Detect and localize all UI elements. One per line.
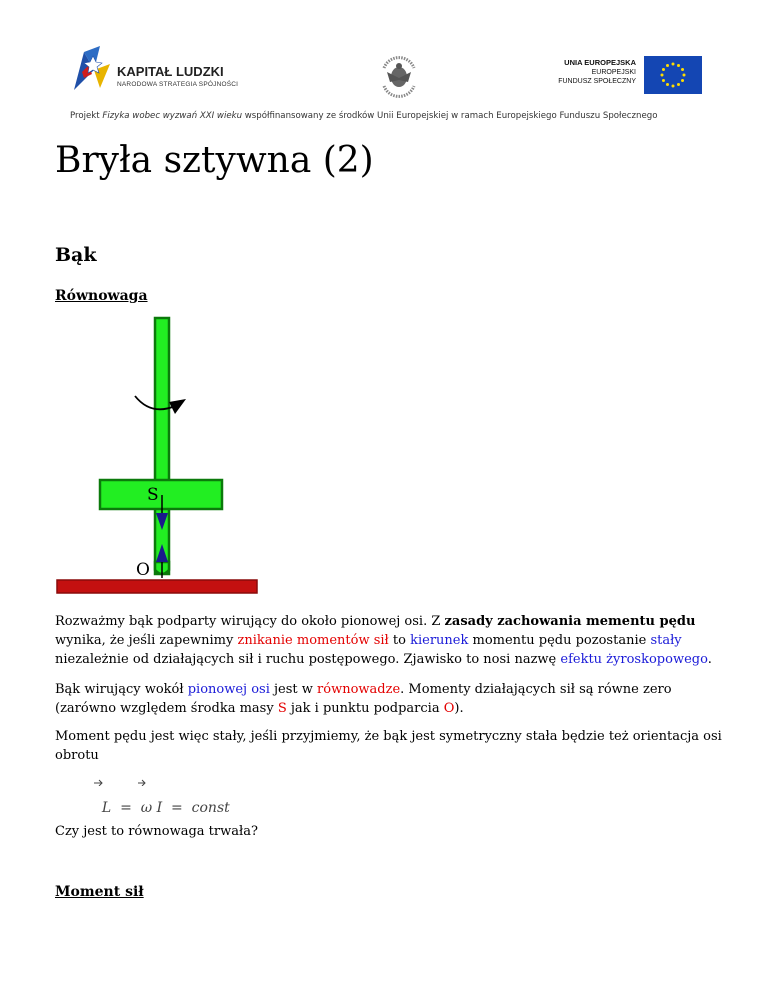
term-vanishing-torques: znikanie momentów sił [237,633,389,648]
term-constant: stały [650,633,682,648]
project-title: Fizyka wobec wyzwań XXI wieku [102,111,243,121]
ue-line1: UNIA EUROPEJSKA [564,58,636,67]
angular-momentum-formula [93,784,230,816]
top-axis-rod [155,318,169,574]
project-prefix: Projekt [70,111,103,121]
page-title: Bryła sztywna (2) [55,140,374,181]
kapital-ludzki-title: KAPITAŁ LUDZKI [117,64,224,79]
eu-star-icon [662,79,665,82]
paragraph-gyroscopic: Rozważmy bąk podparty wirujący do około pionowej osi. Z zasady zachowania mementu pędu wynika, że jeśli zapewnimy znikanie momentów sił to kierunek momentu pędu pozostanie stały niezależnie od działających sił i ruchu postępowego. Zjawisko to nosi nazwę efektu żyroskopowego. [55,614,712,667]
spinning-top-figure [55,312,275,602]
project-info-line [70,111,657,121]
eu-flag-icon [644,56,702,94]
eu-star-icon [677,83,680,86]
term-o: O [443,701,455,716]
term-s: S [277,701,287,716]
subsection-equilibrium-title: Równowaga [55,288,148,304]
eu-star-icon [677,64,680,67]
term-conservation-law: zasady zachowania mementu pędu [444,614,696,629]
label-s: S [147,485,159,505]
formula-text: L = ω I = const [101,800,230,816]
eu-star-icon [666,83,669,86]
eu-star-icon [683,74,686,77]
paragraph-angular-momentum: Moment pędu jest więc stały, jeśli przyjmiemy, że bąk jest symetryczny stała będzie też orientacja osi obrotu [55,729,722,763]
ue-logo [530,56,702,96]
section-title: Bąk [55,244,97,266]
paragraph-question: Czy jest to równowaga trwała? [55,824,258,839]
university-seal [376,50,422,100]
eu-star-icon [666,64,669,67]
eu-star-icon [661,74,664,77]
rotation-arrowhead-icon [169,399,186,414]
label-o: O [136,560,150,580]
paragraph-equilibrium: Bąk wirujący wokół pionowej osi jest w równowadze. Momenty działających sił są równe zero (zarówno względem środka masy S jak i punktu podparcia O). [55,682,672,716]
project-suffix: współfinansowany ze środków Unii Europejskiej w ramach Europejskiego Funduszu Społecznego [242,111,658,121]
term-vertical-axis: pionowej osi [187,682,270,697]
eu-star-icon [681,79,684,82]
term-direction: kierunek [410,633,469,648]
kapital-ludzki-emblem-icon [70,44,112,94]
eu-star-icon [681,68,684,71]
university-eagle-seal-icon [376,50,422,100]
vector-arrows [93,776,173,786]
top-disk [100,480,222,509]
ground-surface [57,580,257,593]
term-equilibrium: równowadze [317,682,401,697]
kapital-ludzki-subtitle: NARODOWA STRATEGIA SPÓJNOŚCI [117,81,239,88]
eu-star-icon [672,63,675,66]
ue-line3: FUNDUSZ SPOŁECZNY [558,78,636,85]
eu-star-icon [662,68,665,71]
ue-line2: EUROPEJSKI [591,69,636,76]
term-gyroscopic-effect: efektu żyroskopowego [560,652,708,667]
subsection-moment-title: Moment sił [55,884,144,900]
kapital-ludzki-logo [70,44,250,94]
eu-star-icon [672,85,675,88]
